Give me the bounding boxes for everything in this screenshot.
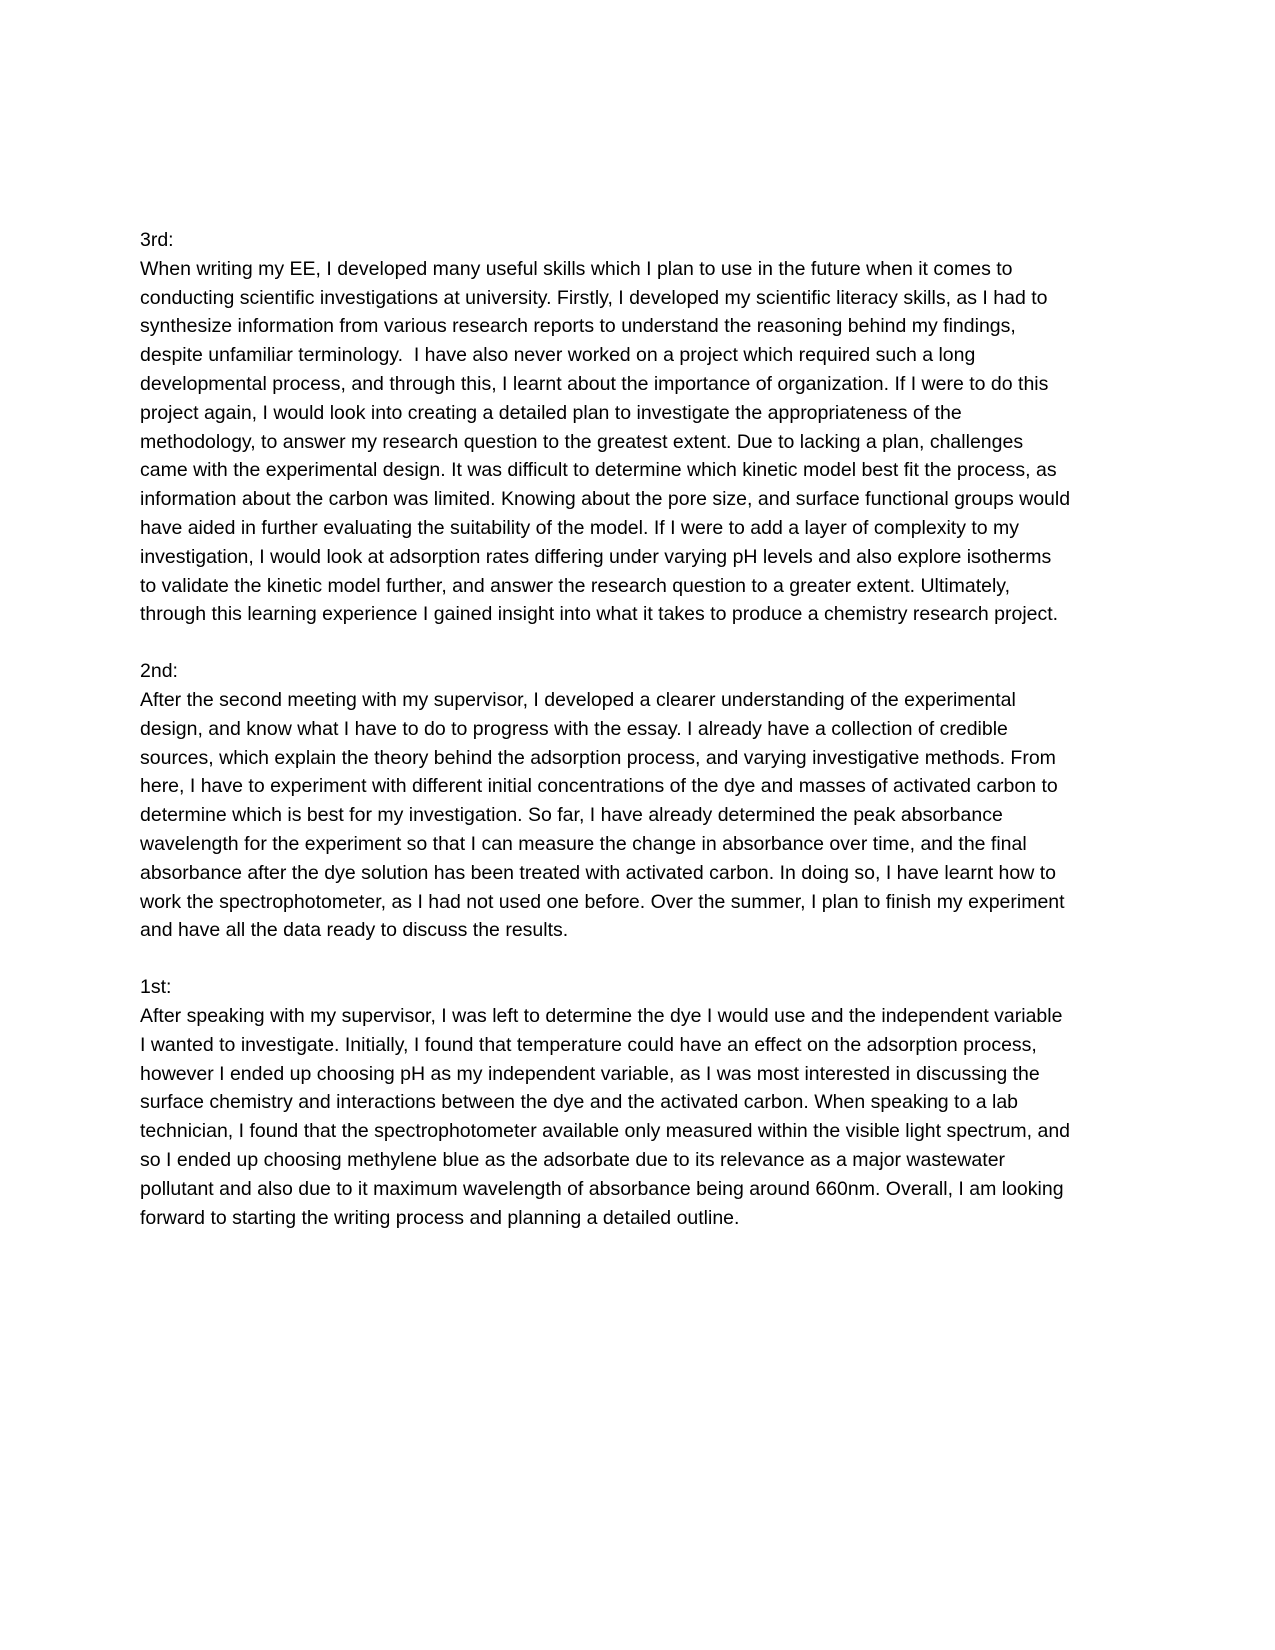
entry-text-3rd: When writing my EE, I developed many useful skills which I plan to use in the future when it comes to conducting scientific investigations at university. Firstly, I developed my scientific literacy skills, as I had to synthesize information from various research reports to understand the reasoning behind my findings, despite unfamiliar terminology. I have also never worked on a project which required such a long developmental process, and through this, I learnt about the importance of organization. If I were to do this project again, I would look into creating a detailed plan to investigate the appropriateness of the methodology, to answer my research question to the greatest extent. Due to lacking a plan, challenges came with the experimental design. It was difficult to determine which kinetic model best fit the process, as information about the carbon was limited. Knowing about the pore size, and surface functional groups would have aided in further evaluating the suitability of the model. If I were to add a layer of complexity to my investigation, I would look at adsorption rates differing under varying pH levels and also explore isotherms to validate the kinetic model further, and answer the research question to a greater extent. Ultimately, through this learning experience I gained insight into what it takes to produce a chemistry research project. [140,257,1076,626]
reflection-entry-2nd [140,657,1072,945]
reflection-entry-3rd [140,226,1076,629]
entry-text-2nd: After the second meeting with my supervisor, I developed a clearer understanding of the experimental design, and know what I have to do to progress with the essay. I already have a collection of credible sources, which explain the theory behind the adsorption process, and varying investigative methods. From here, I have to experiment with different initial concentrations of the dye and masses of activated carbon to determine which is best for my investigation. So far, I have already determined the peak absorbance wavelength for the experiment so that I can measure the change in absorbance over time, and the final absorbance after the dye solution has been treated with activated carbon. In doing so, I have learnt how to work the spectrophotometer, as I had not used one before. Over the summer, I plan to finish my experiment and have all the data ready to discuss the results. [140,688,1070,942]
entry-label-1st: 1st: [140,976,172,999]
entry-label-3rd: 3rd: [140,229,174,251]
document-body [140,226,1076,1232]
entry-text-1st: After speaking with my supervisor, I was left to determine the dye I would use and the independent variable I wanted to investigate. Initially, I found that temperature could have an effect on the adsorption process, however I ended up choosing pH as my independent variable, as I was most interested in discussing the surface chemistry and interactions between the dye and the activated carbon. When speaking to a lab technician, I found that the spectrophotometer available only measured within the visible light spectrum, and so I ended up choosing methylene blue as the adsorbate due to its relevance as a major wastewater pollutant and also due to it maximum wavelength of absorbance being around 660nm. Overall, I am looking forward to starting the writing process and planning a detailed outline. [140,1004,1076,1229]
entry-label-2nd: 2nd: [140,660,178,683]
reflection-entry-1st [140,973,1076,1232]
